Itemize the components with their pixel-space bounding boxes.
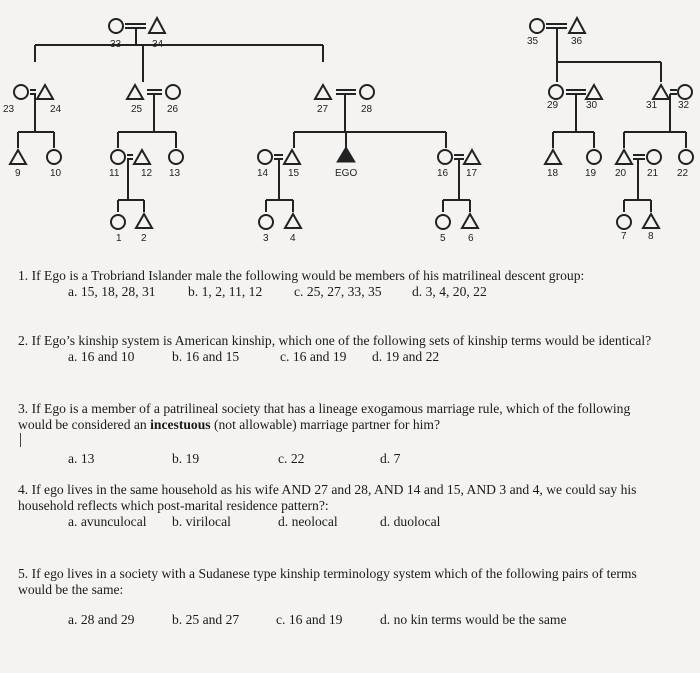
female-symbol-21 [647,150,661,164]
label-21: 21 [647,168,659,179]
label-10: 10 [50,168,62,179]
label-35: 35 [527,36,539,47]
question-2-stem: 2. If Ego’s kinship system is American kinship, which one of the following sets of kinship terms would be identical? [18,333,652,348]
female-symbol-10 [47,150,61,164]
male-symbol-9 [10,150,26,164]
q3-option-c[interactable]: c. 22 [278,451,305,466]
q2-option-c[interactable]: c. 16 and 19 [280,349,347,364]
q3-option-d[interactable]: d. 7 [380,451,401,466]
q1-option-c[interactable]: c. 25, 27, 33, 35 [294,284,382,299]
q5-option-a[interactable]: a. 28 and 29 [68,612,135,627]
label-32: 32 [678,100,690,111]
male-symbol-8 [643,214,659,228]
q1-option-d[interactable]: d. 3, 4, 20, 22 [412,284,487,299]
label-2: 2 [141,233,147,244]
question-3 [18,401,693,467]
label-30: 30 [586,100,598,111]
q1-option-a[interactable]: a. 15, 18, 28, 31 [68,284,156,299]
label-4: 4 [290,233,296,244]
ego-symbol [337,147,355,162]
question-5-stem-line1: 5. If ego lives in a society with a Sudanese type kinship terminology system which of the following pairs of terms [18,566,637,581]
female-symbol-7 [617,215,631,229]
q3-stem-before: would be considered an [18,417,151,432]
label-24: 24 [50,104,62,115]
female-symbol-19 [587,150,601,164]
female-symbol-26 [166,85,180,99]
male-symbol-12 [134,150,150,164]
label-3: 3 [263,233,269,244]
q5-option-b[interactable]: b. 25 and 27 [172,612,240,627]
label-31: 31 [646,100,658,111]
female-symbol-35 [530,19,544,33]
label-29: 29 [547,100,559,111]
question-4 [18,482,693,530]
female-symbol-29 [549,85,563,99]
female-symbol-28 [360,85,374,99]
q1-option-b[interactable]: b. 1, 2, 11, 12 [188,284,263,299]
text-cursor [18,433,693,451]
q3-stem-bold: incestuous [150,417,211,432]
male-symbol-27 [315,85,331,99]
label-22: 22 [677,168,689,179]
q4-option-a[interactable]: a. avunculocal [68,514,147,529]
female-symbol-22 [679,150,693,164]
female-symbol-3 [259,215,273,229]
q2-option-d[interactable]: d. 19 and 22 [372,349,440,364]
question-2 [18,333,693,365]
male-symbol-2 [136,214,152,228]
label-5: 5 [440,233,446,244]
male-symbol-31 [653,85,669,99]
label-16: 16 [437,168,449,179]
male-symbol-36 [569,18,585,33]
female-symbol-33 [109,19,123,33]
q2-option-b[interactable]: b. 16 and 15 [172,349,240,364]
label-20: 20 [615,168,627,179]
male-symbol-15 [284,150,300,164]
label-15: 15 [288,168,300,179]
question-3-stem-line1: 3. If Ego is a member of a patrilineal society that has a lineage exogamous marriage rule, which of the following [18,401,631,416]
male-symbol-30 [586,85,602,99]
label-9: 9 [15,168,21,179]
question-3-options [18,451,693,467]
male-symbol-34 [149,18,165,33]
label-36: 36 [571,36,583,47]
label-23: 23 [3,104,15,115]
q3-stem-after: (not allowable) marriage partner for him? [210,417,441,432]
female-symbol-32 [678,85,692,99]
q3-option-a[interactable]: a. 13 [68,451,95,466]
question-2-options [18,349,693,365]
female-symbol-11 [111,150,125,164]
q4-option-d[interactable]: d. duolocal [380,514,441,529]
label-17: 17 [466,168,478,179]
male-symbol-24 [37,85,53,99]
label-28: 28 [361,104,373,115]
label-8: 8 [648,231,654,242]
question-1-stem: 1. If Ego is a Trobriand Islander male the following would be members of his matrilineal descent group: [18,268,585,283]
label-13: 13 [169,168,181,179]
q2-option-a[interactable]: a. 16 and 10 [68,349,135,364]
kinship-diagram [0,0,700,260]
q4-option-c[interactable]: d. neolocal [278,514,338,529]
q5-option-d[interactable]: d. no kin terms would be the same [380,612,567,627]
female-symbol-14 [258,150,272,164]
label-14: 14 [257,168,269,179]
male-symbol-6 [462,214,478,228]
question-4-stem-line1: 4. If ego lives in the same household as his wife AND 27 and 28, AND 14 and 15, AND 3 and 4, we could say his [18,482,637,497]
male-symbol-20 [616,150,632,164]
question-5-stem-line2: would be the same: [18,582,124,597]
label-12: 12 [141,168,153,179]
label-33: 33 [110,39,122,50]
label-18: 18 [547,168,559,179]
label-11: 11 [109,168,120,179]
female-symbol-5 [436,215,450,229]
label-7: 7 [621,231,627,242]
male-symbol-25 [127,85,143,99]
question-1 [18,268,693,300]
label-26: 26 [167,104,179,115]
q4-option-b[interactable]: b. virilocal [172,514,231,529]
male-symbol-4 [285,214,301,228]
male-symbol-18 [545,150,561,164]
label-19: 19 [585,168,597,179]
female-symbol-16 [438,150,452,164]
label-ego: EGO [335,168,358,179]
female-symbol-1 [111,215,125,229]
label-34: 34 [152,39,164,50]
female-symbol-23 [14,85,28,99]
question-4-stem-line2: household reflects which post-marital residence pattern?: [18,498,329,513]
male-symbol-17 [464,150,480,164]
question-4-options [18,514,693,530]
female-symbol-13 [169,150,183,164]
label-27: 27 [317,104,329,115]
label-6: 6 [468,233,474,244]
question-5 [18,566,693,628]
q3-option-b[interactable]: b. 19 [172,451,200,466]
label-25: 25 [131,104,143,115]
question-5-options [18,612,693,628]
question-3-stem-line2 [18,417,693,433]
label-1: 1 [116,233,122,244]
q5-option-c[interactable]: c. 16 and 19 [276,612,343,627]
question-1-options [18,284,693,300]
